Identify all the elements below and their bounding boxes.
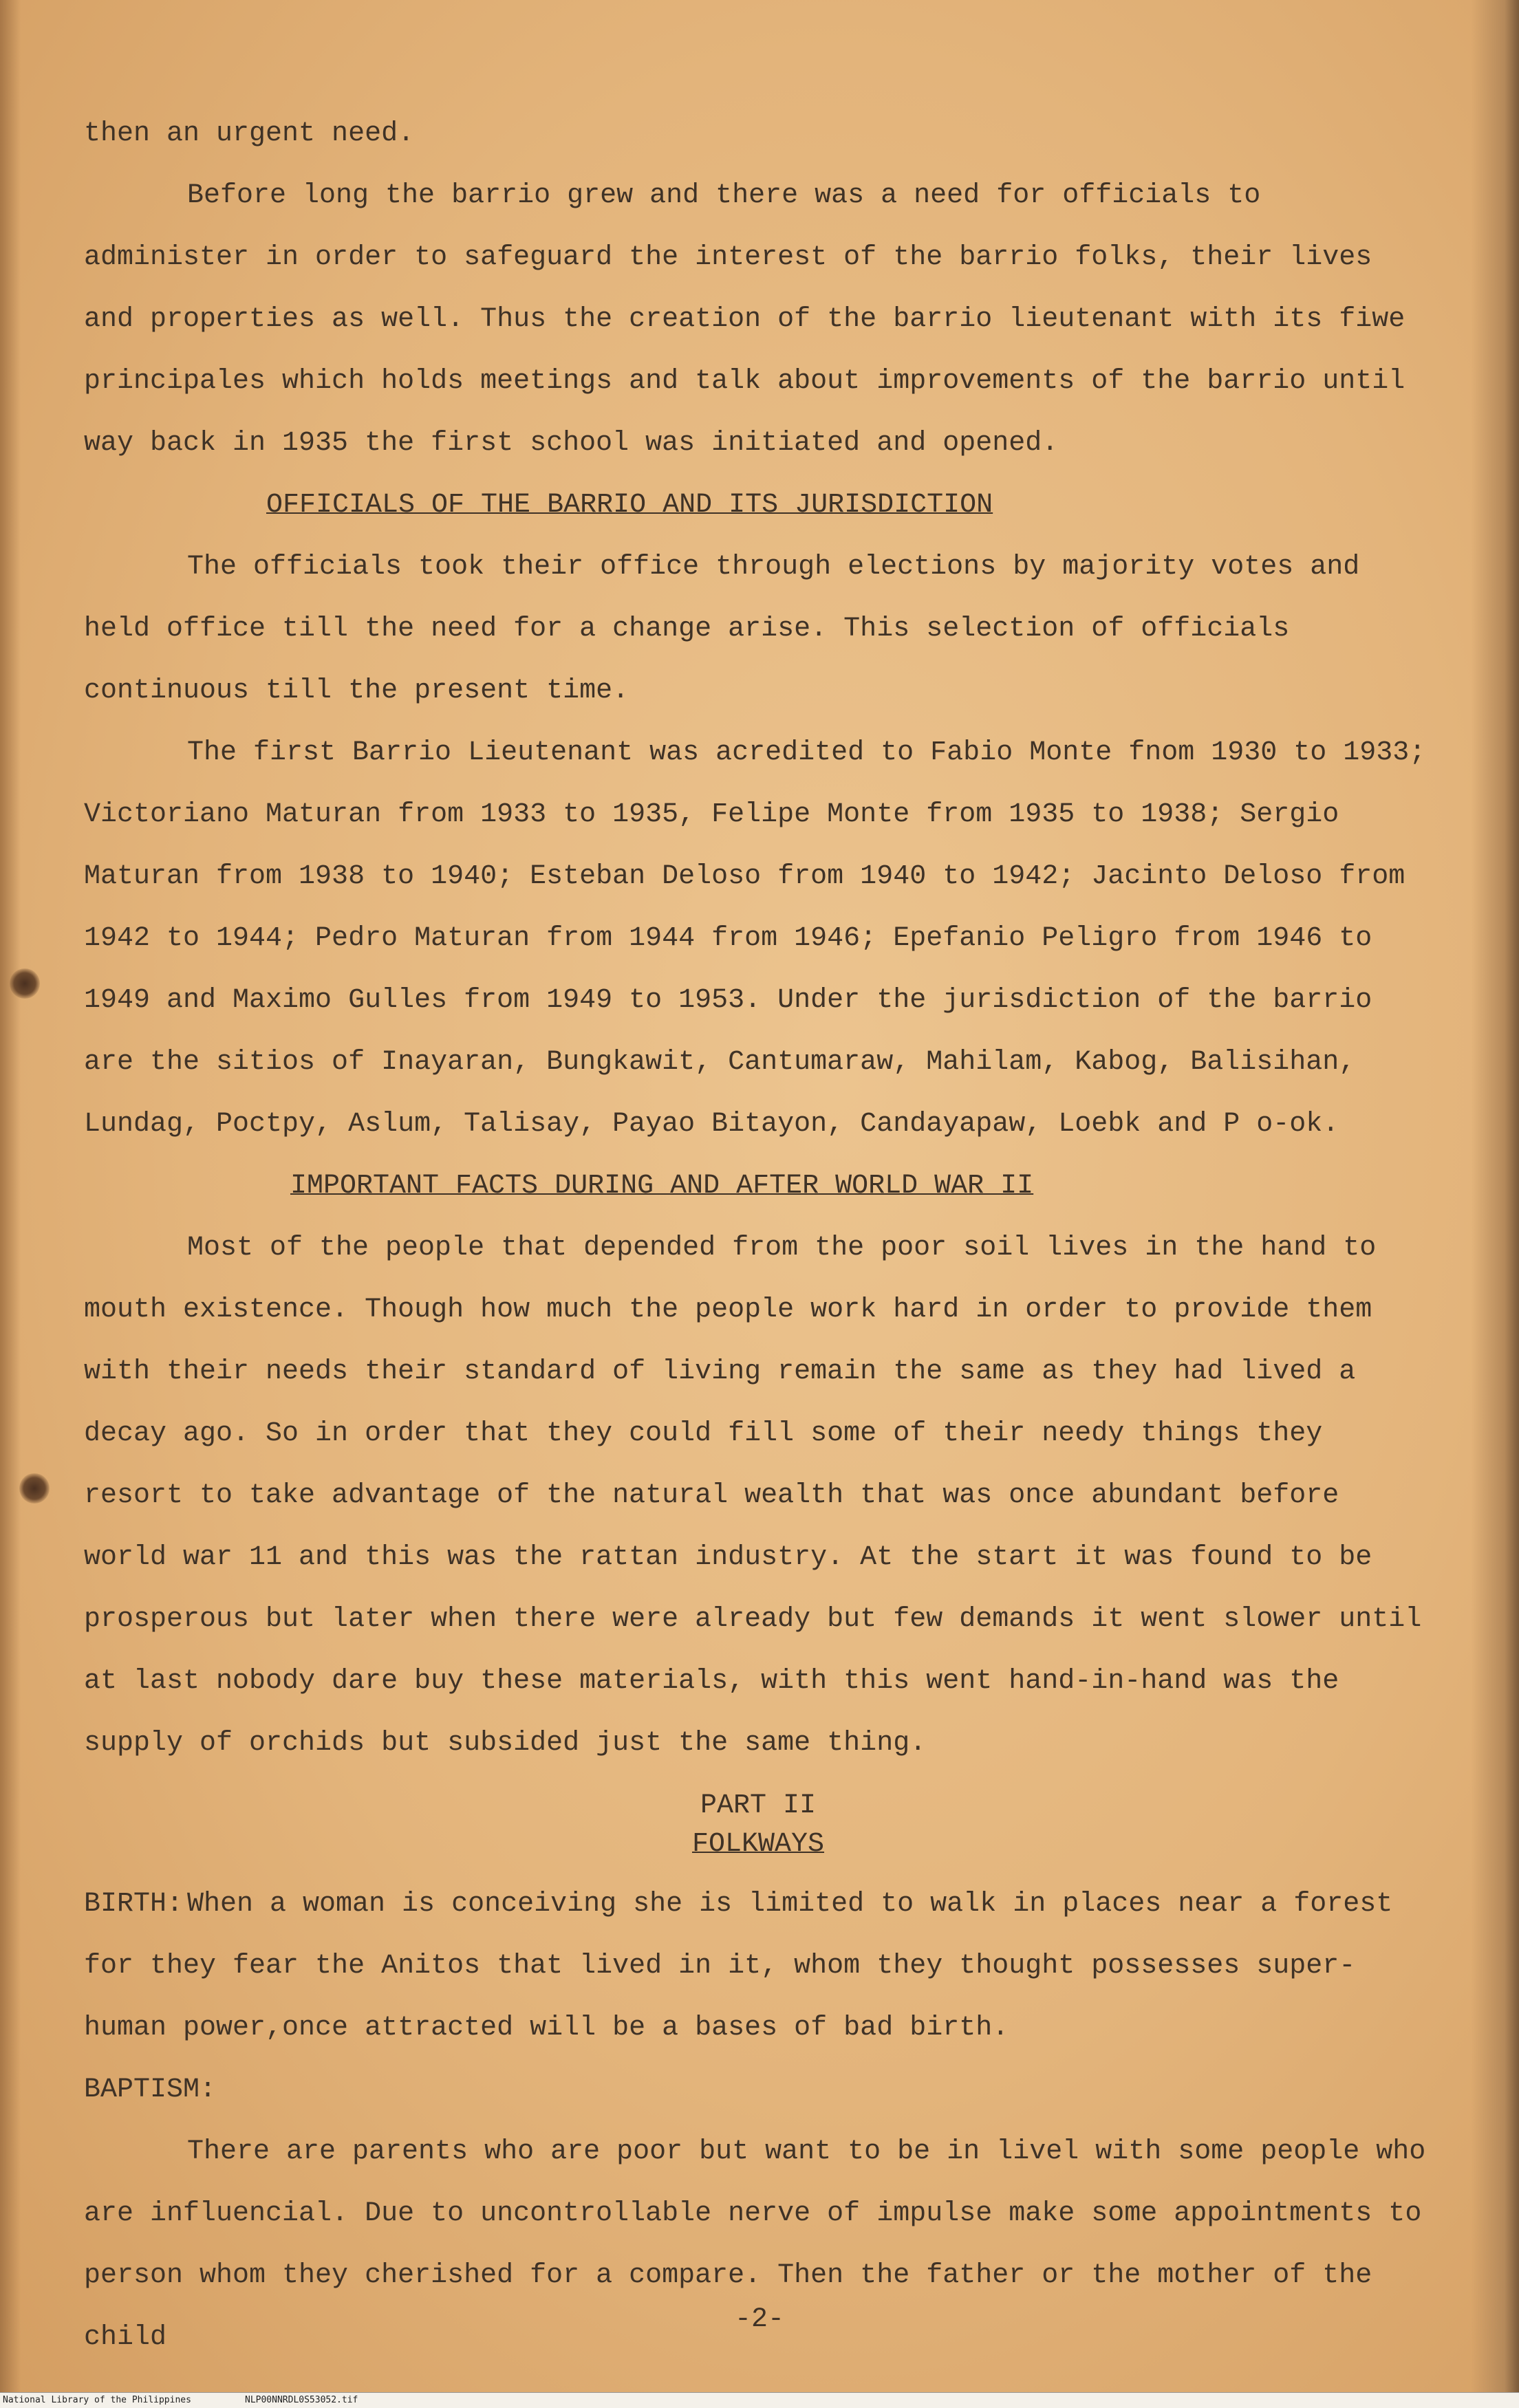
footer-source: National Library of the Philippines [3,2395,191,2405]
birth-paragraph: When a woman is conceiving she is limited to walk in places near a forest for they fear the Anitos that lived in it, whom they thought possesses super-human power,once attracted will be a bases of bad birth. [84,1889,1393,2043]
paragraph-lieutenants: The first Barrio Lieutenant was acredited to Fabio Monte fnom 1930 to 1933; Victoriano Maturan from 1933 to 1935, Felipe Monte from 1935 to 1938; Sergio Maturan from 1938 to 1940; Esteban Deloso from 1940 to 1942; Jacinto Deloso from 1942 to 1944; Pedro Maturan from 1944 from 1946; Epefanio Peligro from 1946 to 1949 and Maximo Gulles from 1949 to 1953. Under the jurisdiction of the barrio are the sitios of Inayaran, Bungkawit, Cantumaraw, Mahilam, Kabog, Balisihan, Lundag, Poctpy, Aslum, Talisay, Payao Bitayon, Candayapaw, Loebk and P o-ok. [84,737,1426,1140]
part-title: FOLKWAYS [691,1829,825,1860]
punch-hole [10,968,40,999]
paragraph-barrio-growth: Before long the barrio grew and there was a need for officials to administer in order to safeguard the interest of the barrio folks, their lives and properties as well. Thus the creation of the barrio lieutenant with its fiwe principales which holds meetings and talk about improvements of the barrio until way back in 1935 the first school was initiated and opened. [84,180,1405,459]
punch-hole [19,1473,50,1504]
page-number: -2- [734,2304,784,2335]
paragraph-elections: The officials took their office through elections by majority votes and held office till the need for a change arise. This selection of officials continuous till the present time. [84,552,1360,706]
part-label: PART II [700,1790,817,1821]
scan-footer [0,2392,1519,2408]
body-text [84,103,1432,2369]
part-heading [84,1787,1432,1864]
birth-label: BIRTH: [84,1889,184,1920]
heading-officials: OFFICIALS OF THE BARRIO AND ITS JURISDICTION [266,490,993,521]
footer-filename: NLP00NNRDL0S53052.tif [245,2395,358,2405]
paragraph-rattan-industry: Most of the people that depended from the poor soil lives in the hand to mouth existence. Though how much the people work hard in order to provide them with their needs their standard of living remain the same as they had lived a decay ago. So in order that they could fill some of their needy things they resort to take advantage of the natural wealth that was once abundant before world war 11 and this was the rattan industry. At the start it was found to be prosperous but later when there were already but few demands it went slower until at last nobody dare buy these materials, with this went hand-in-hand was the supply of orchids but subsided just the same thing. [84,1233,1422,1759]
heading-important-facts: IMPORTANT FACTS DURING AND AFTER WORLD WAR II [290,1171,1034,1202]
baptism-label: BAPTISM: [84,2074,217,2105]
opening-line: then an urgent need. [84,118,415,149]
baptism-paragraph: There are parents who are poor but want to be in livel with some people who are influencial. Due to uncontrollable nerve of impulse make some appointments to person whom they cherished for a compare. Then the father or the mother of the child [84,2136,1426,2353]
